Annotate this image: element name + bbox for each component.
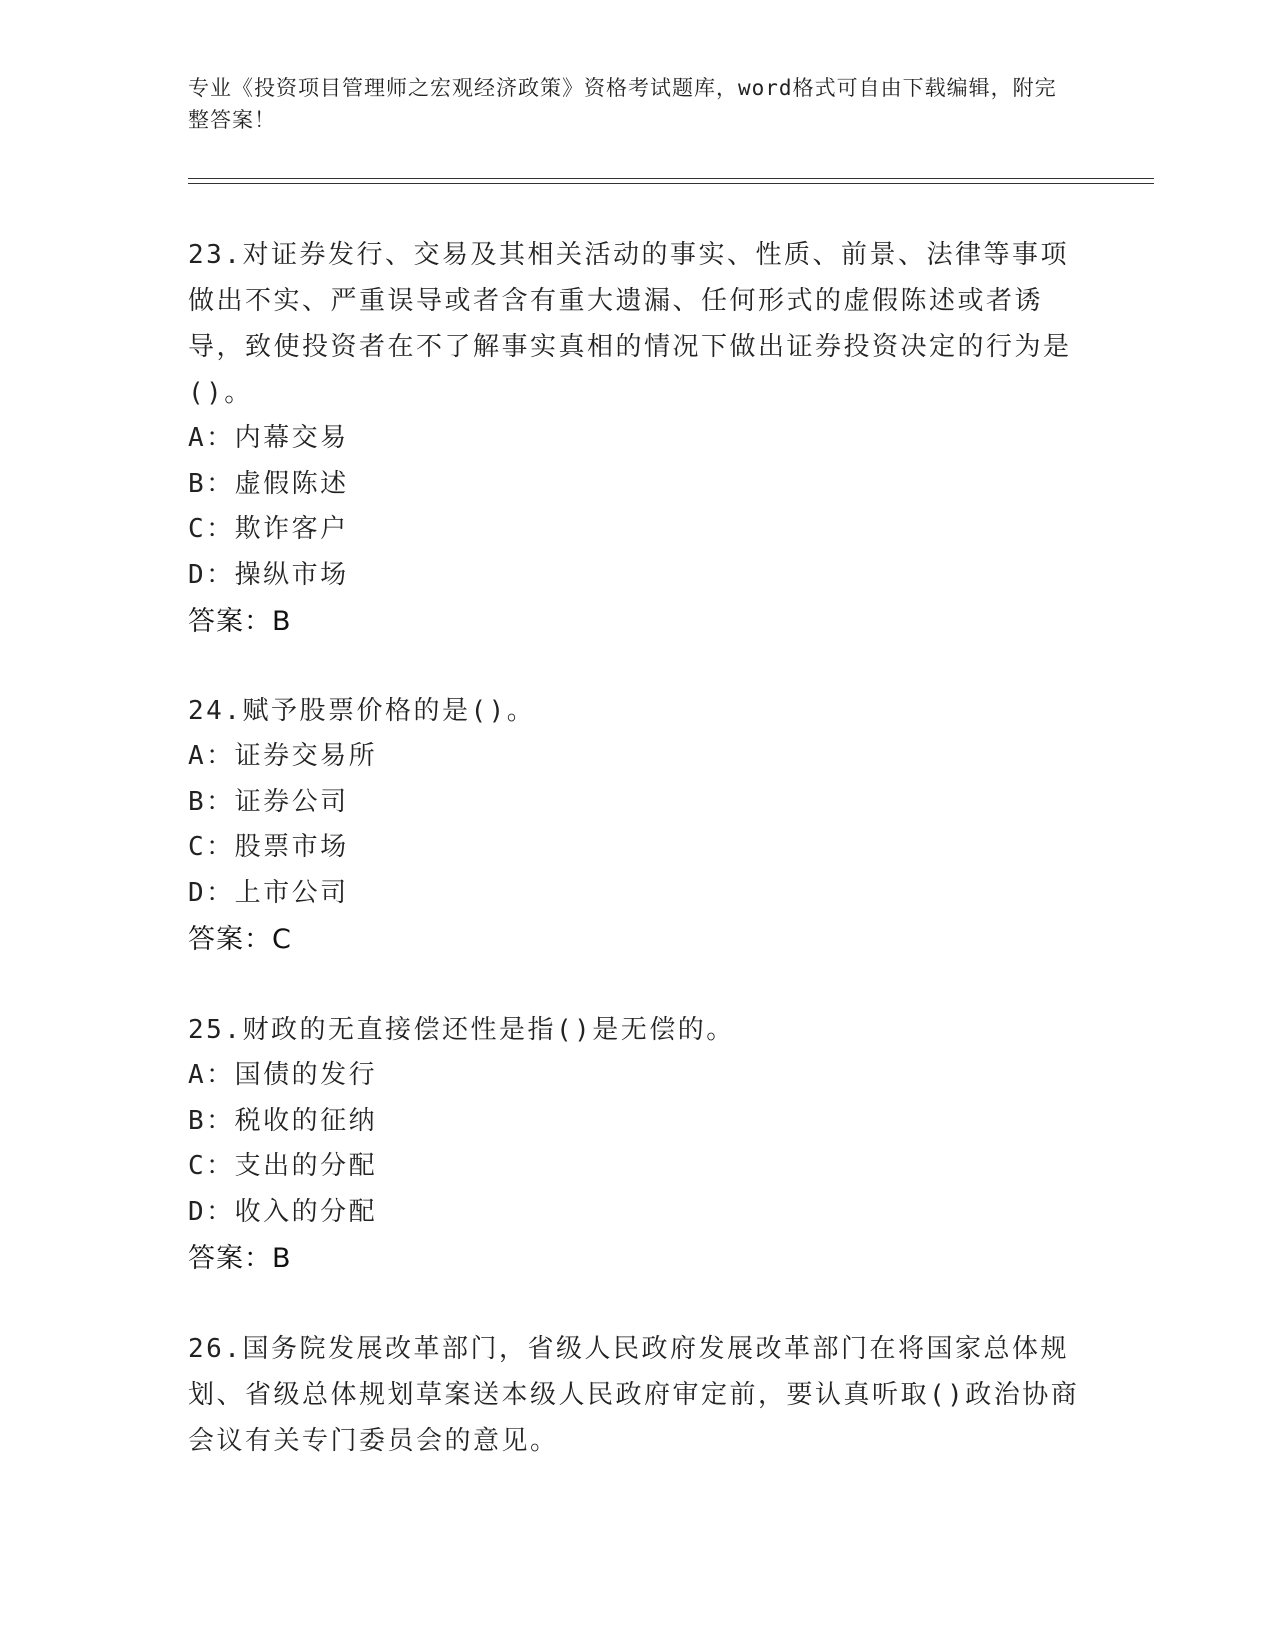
option-b: B：税收的征纳 (188, 1105, 378, 1136)
header-divider-bottom (188, 183, 1154, 184)
answer: 答案：B (188, 1243, 292, 1274)
option-a: A：证券交易所 (188, 741, 378, 771)
option-a: A：国债的发行 (188, 1060, 378, 1090)
question-25 (188, 1007, 1088, 1282)
answer: 答案：C (188, 924, 292, 955)
option-b: B：虚假陈述 (188, 468, 349, 499)
question-26 (188, 1326, 1088, 1464)
option-c: C：欺诈客户 (188, 514, 349, 544)
header-divider-top (188, 178, 1154, 179)
question-stem: 26.国务院发展改革部门，省级人民政府发展改革部门在将国家总体规划、省级总体规划草案送本级人民政府审定前，要认真听取()政治协商会议有关专门委员会的意见。 (188, 1334, 1080, 1456)
question-stem: 25.财政的无直接偿还性是指()是无偿的。 (188, 1015, 735, 1045)
option-c: C：支出的分配 (188, 1151, 378, 1181)
option-b: B：证券公司 (188, 786, 349, 817)
option-d: D：操纵市场 (188, 559, 349, 590)
option-a: A：内幕交易 (188, 423, 349, 453)
option-c: C：股票市场 (188, 832, 349, 862)
question-stem: 23.对证券发行、交易及其相关活动的事实、性质、前景、法律等事项做出不实、严重误导或者含有重大遗漏、任何形式的虚假陈述或者诱导，致使投资者在不了解事实真相的情况下做出证券投资决定的行为是()。 (188, 240, 1072, 408)
question-stem: 24.赋予股票价格的是()。 (188, 696, 536, 726)
document-header: 专业《投资项目管理师之宏观经济政策》资格考试题库，word格式可自由下载编辑，附完整答案！ (188, 76, 1057, 132)
question-24 (188, 688, 1088, 963)
answer: 答案：B (188, 606, 292, 637)
option-d: D：收入的分配 (188, 1196, 378, 1227)
question-23 (188, 232, 1088, 645)
option-d: D：上市公司 (188, 877, 349, 908)
